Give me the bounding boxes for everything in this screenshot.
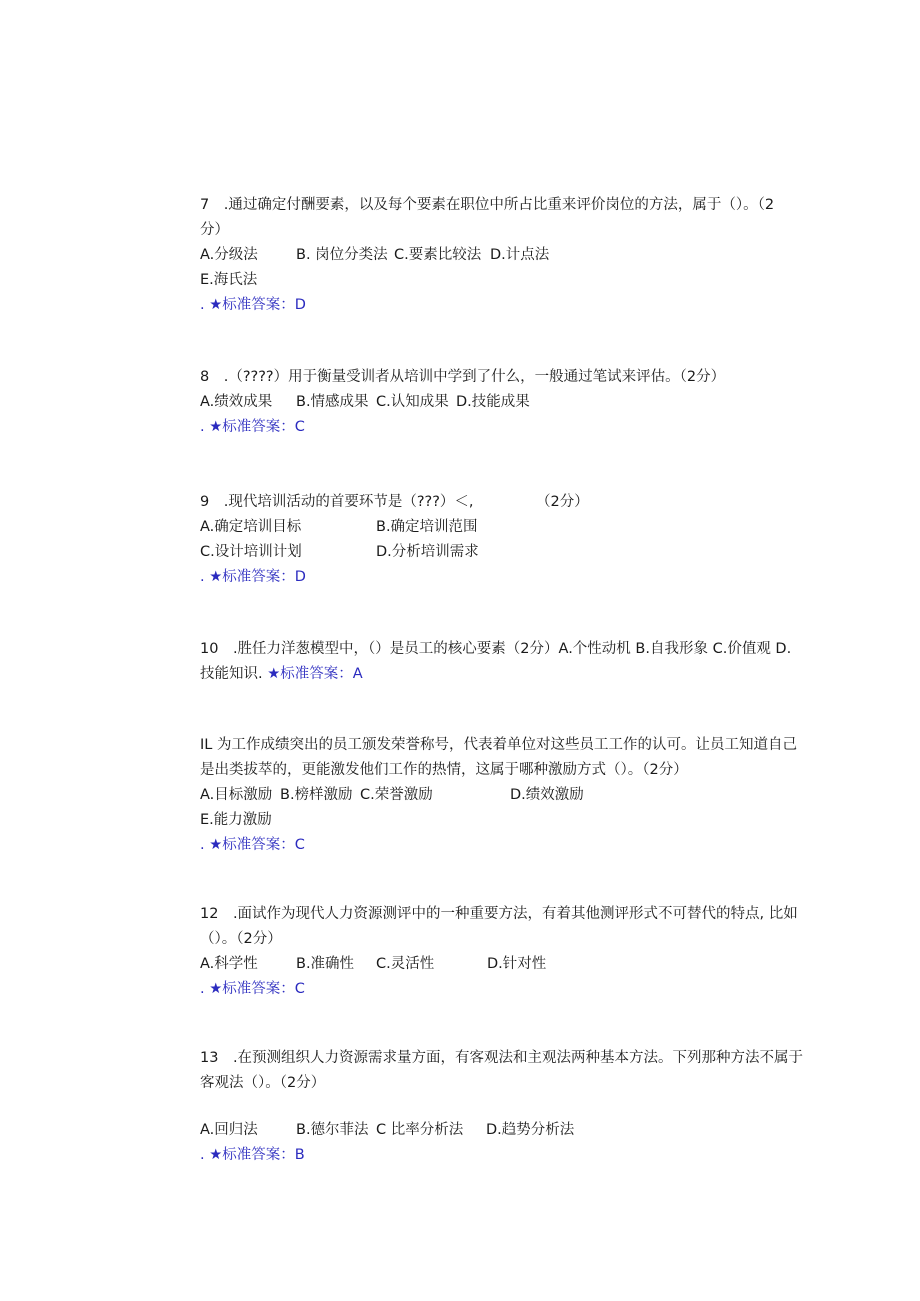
question-stem-cont: 分） bbox=[200, 222, 229, 238]
option-e: E.能力激励 bbox=[200, 812, 272, 828]
question-stem-text: 9 .现代培训活动的首要环节是（???）＜, bbox=[200, 494, 474, 510]
option-c: C.荣誉激励 bbox=[360, 787, 433, 803]
question-7 bbox=[200, 193, 840, 318]
options-row bbox=[200, 808, 840, 833]
option-a: A.绩效成果 bbox=[200, 394, 273, 410]
question-11 bbox=[200, 733, 840, 858]
question-stem: 7 .通过确定付酬要素，以及每个要素在职位中所占比重来评价岗位的方法，属于（）。（2 bbox=[200, 197, 775, 213]
option-b: B.榜样激励 bbox=[280, 787, 353, 803]
question-stem-text: 技能知识. bbox=[200, 666, 263, 682]
question-score: （2分） bbox=[536, 494, 589, 510]
question-12 bbox=[200, 902, 840, 1002]
option-e: E.海氏法 bbox=[200, 272, 258, 288]
option-d: D.分析培训需求 bbox=[376, 544, 479, 560]
option-a: A.科学性 bbox=[200, 956, 258, 972]
answer-line: . ★标准答案：D bbox=[200, 569, 306, 585]
options-row bbox=[200, 1118, 840, 1143]
option-b: B.确定培训范围 bbox=[376, 519, 478, 535]
option-a: A.确定培训目标 bbox=[200, 519, 302, 535]
options-row bbox=[200, 243, 840, 268]
option-d: D.绩效激励 bbox=[510, 787, 584, 803]
options-row bbox=[200, 515, 840, 540]
answer-line: . ★标准答案：C bbox=[200, 837, 305, 853]
question-stem-cont: 是出类拔萃的，更能激发他们工作的热情，这属于哪种激励方式（）。（2分） bbox=[200, 762, 688, 778]
options-row bbox=[200, 952, 840, 977]
option-c: C.灵活性 bbox=[376, 956, 435, 972]
option-d: D.趋势分析法 bbox=[486, 1122, 575, 1138]
options-row bbox=[200, 268, 840, 293]
option-b: B. 岗位分类法 bbox=[296, 247, 388, 263]
option-c: C.认知成果 bbox=[376, 394, 449, 410]
option-a: A.回归法 bbox=[200, 1122, 258, 1138]
question-stem bbox=[200, 490, 840, 515]
option-c: C.设计培训计划 bbox=[200, 544, 302, 560]
option-c: C.要素比较法 bbox=[394, 247, 482, 263]
answer-inline: ★标准答案：A bbox=[267, 666, 363, 682]
option-b: B.德尔菲法 bbox=[296, 1122, 369, 1138]
options-row bbox=[200, 390, 840, 415]
question-stem: 8 .（????）用于衡量受训者从培训中学到了什么，一般通过笔试来评估。（2分） bbox=[200, 369, 726, 385]
question-10 bbox=[200, 637, 840, 687]
answer-line: . ★标准答案：D bbox=[200, 297, 306, 313]
option-a: A.目标激励 bbox=[200, 787, 273, 803]
options-row bbox=[200, 783, 840, 808]
option-c: C 比率分析法 bbox=[376, 1122, 464, 1138]
answer-line: . ★标准答案：B bbox=[200, 1147, 305, 1163]
question-stem: 12 .面试作为现代人力资源测评中的一种重要方法，有着其他测评形式不可替代的特点, 比如 bbox=[200, 906, 798, 922]
option-b: B.情感成果 bbox=[296, 394, 369, 410]
spacer bbox=[200, 1096, 840, 1118]
question-stem-cont: 客观法（）。（2分） bbox=[200, 1075, 326, 1091]
option-b: B.准确性 bbox=[296, 956, 355, 972]
question-stem: 13 .在预测组织人力资源需求量方面，有客观法和主观法两种基本方法。下列那种方法不属于 bbox=[200, 1050, 804, 1066]
question-stem: 10 .胜任力洋葱模型中，（）是员工的核心要素（2分）A.个性动机 B.自我形象 C.价值观 D. bbox=[200, 641, 792, 657]
options-row bbox=[200, 540, 840, 565]
question-13 bbox=[200, 1046, 840, 1168]
question-stem-cont: （）。（2分） bbox=[200, 931, 282, 947]
option-d: D.技能成果 bbox=[456, 394, 530, 410]
option-d: D.计点法 bbox=[490, 247, 550, 263]
question-stem: IL 为工作成绩突出的员工颁发荣誉称号，代表着单位对这些员工工作的认可。让员工知道自己 bbox=[200, 737, 797, 753]
answer-line: . ★标准答案：C bbox=[200, 981, 305, 997]
question-8 bbox=[200, 365, 840, 440]
question-stem-cont bbox=[200, 662, 840, 687]
answer-line: . ★标准答案：C bbox=[200, 419, 305, 435]
option-a: A.分级法 bbox=[200, 247, 258, 263]
question-9 bbox=[200, 490, 840, 590]
option-d: D.针对性 bbox=[487, 956, 547, 972]
